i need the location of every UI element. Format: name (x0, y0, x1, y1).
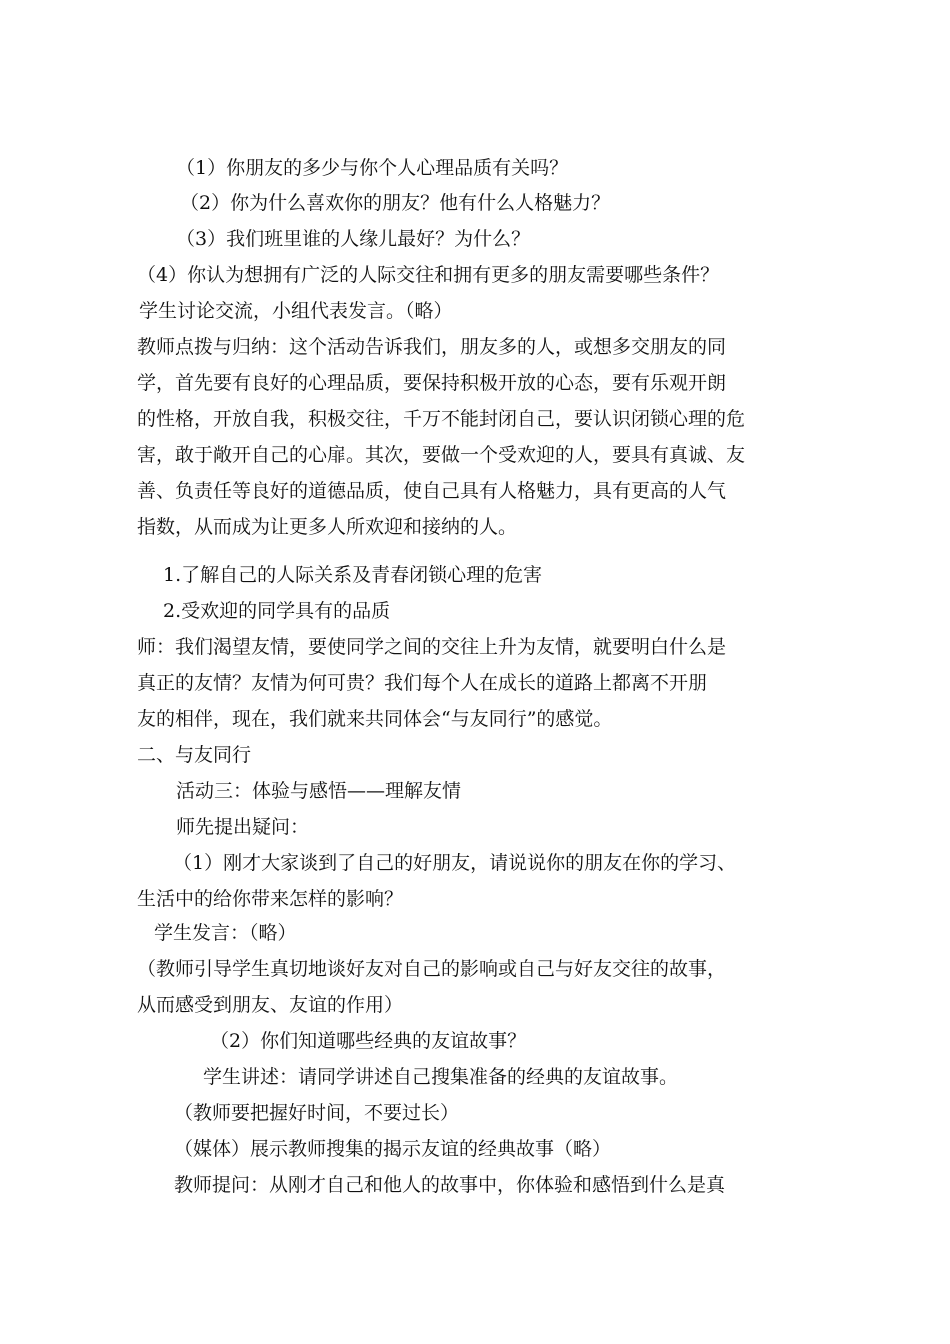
summary-point-1: 1.了解自己的人际关系及青春闭锁心理的危害 (163, 564, 543, 586)
teacher-guidance-line-1: （教师引导学生真切地谈好友对自己的影响或自己与好友交往的故事， (137, 958, 727, 980)
activity-question-1-line-1: （1）刚才大家谈到了自己的好朋友，请说说你的朋友在你的学习、 (173, 852, 737, 874)
summary-point-2: 2.受欢迎的同学具有的品质 (163, 600, 391, 622)
teacher-summary-line-1: 教师点拨与归纳：这个活动告诉我们，朋友多的人，或想多交朋友的同 (137, 336, 727, 358)
question-4-line: （4）你认为想拥有广泛的人际交往和拥有更多的朋友需要哪些条件？ (137, 264, 720, 286)
teacher-guidance-line-2: 从而感受到朋友、友谊的作用） (137, 994, 404, 1016)
teacher-summary-line-5: 善、负责任等良好的道德品质，使自己具有人格魅力，具有更高的人气 (137, 480, 727, 502)
activity-question-1-line-2: 生活中的给你带来怎样的影响？ (137, 888, 404, 910)
teacher-summary-line-2: 学，首先要有良好的心理品质，要保持积极开放的心态，要有乐观开朗 (137, 372, 727, 394)
time-note-line: （教师要把握好时间，不要过长） (174, 1102, 460, 1124)
student-narration-line: 学生讲述：请同学讲述自己搜集准备的经典的友谊故事。 (203, 1066, 679, 1088)
activity-question-2-line: （2）你们知道哪些经典的友谊故事？ (210, 1030, 527, 1052)
teacher-summary-line-3: 的性格，开放自我，积极交往，千万不能封闭自己，要认识闭锁心理的危 (137, 408, 746, 430)
question-3-line: （3）我们班里谁的人缘儿最好？为什么？ (176, 228, 531, 250)
question-2-line: （2）你为什么喜欢你的朋友？他有什么人格魅力？ (180, 192, 611, 214)
teacher-summary-line-4: 害，敢于敞开自己的心扉。其次，要做一个受欢迎的人，要具有真诚、友 (137, 444, 746, 466)
activity-title: 活动三：体验与感悟——理解友情 (176, 780, 462, 802)
student-discussion-line: 学生讨论交流，小组代表发言。（略） (139, 300, 453, 322)
teacher-transition-line-2: 真正的友情？友情为何可贵？我们每个人在成长的道路上都离不开朋 (137, 672, 708, 694)
teacher-question-intro: 师先提出疑问： (176, 816, 310, 838)
teacher-transition-line-3: 友的相伴，现在，我们就来共同体会“与友同行”的感觉。 (137, 708, 613, 730)
section-heading: 二、与友同行 (137, 744, 252, 766)
question-1-line: （1）你朋友的多少与你个人心理品质有关吗？ (176, 157, 569, 179)
teacher-transition-line-1: 师：我们渴望友情，要使同学之间的交往上升为友情，就要明白什么是 (137, 636, 727, 658)
teacher-summary-line-6: 指数，从而成为让更多人所欢迎和接纳的人。 (137, 516, 518, 538)
student-speech-line: 学生发言：（略） (154, 922, 297, 944)
teacher-question-line: 教师提问：从刚才自己和他人的故事中，你体验和感悟到什么是真 (174, 1174, 726, 1196)
media-note-line: （媒体）展示教师搜集的揭示友谊的经典故事（略） (174, 1138, 612, 1160)
